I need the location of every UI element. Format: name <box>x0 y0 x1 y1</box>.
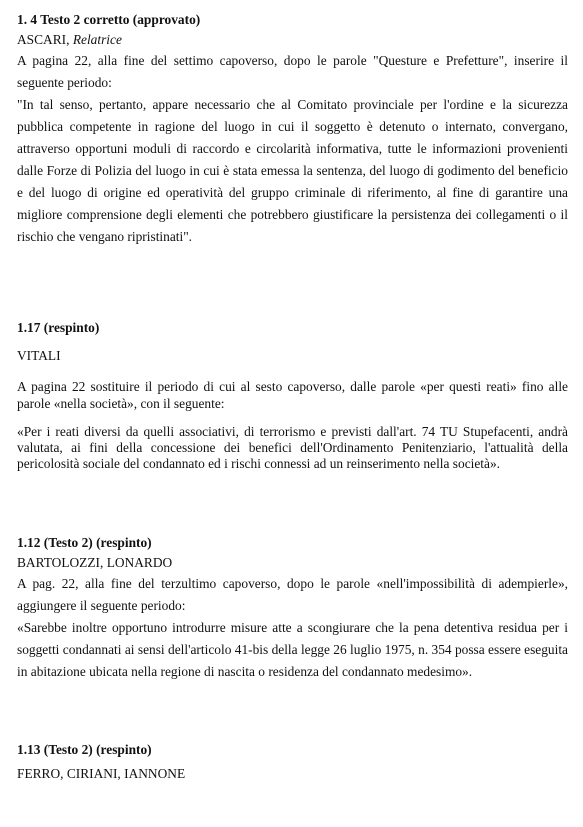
amendment-heading: 1. 4 Testo 2 corretto (approvato) <box>17 12 201 27</box>
amendment-instruction: A pagina 22, alla fine del settimo capoverso, dopo le parole "Questure e Prefetture", inserire il seguente periodo: <box>17 53 568 90</box>
amendment-heading: 1.13 (Testo 2) (respinto) <box>17 742 152 757</box>
amendment-1-12 <box>17 533 568 683</box>
author-name: ASCARI, <box>17 32 70 47</box>
amendment-1-17 <box>17 318 568 472</box>
amendment-author: VITALI <box>17 348 61 363</box>
amendment-author: BARTOLOZZI, LONARDO <box>17 555 173 570</box>
amendment-instruction: A pag. 22, alla fine del terzultimo capoverso, dopo le parole «nell'impossibilità di adempierle», aggiungere il seguente periodo: <box>17 576 568 613</box>
amendment-instruction: A pagina 22 sostituire il periodo di cui al sesto capoverso, dalle parole «per questi reati» fino alle parole «nella società», con il seguente: <box>17 379 568 411</box>
amendment-1-4 <box>17 10 568 248</box>
amendment-heading: 1.12 (Testo 2) (respinto) <box>17 535 152 550</box>
amendment-text: «Per i reati diversi da quelli associativi, di terrorismo e previsti dall'art. 74 TU Stupefacenti, andrà valutata, ai fini della concessione dei benefici dell'Ordinamento Penitenziario, l'attualità della pericolosità sociale del condannato ed i rischi connessi ad un reinserimento nella società». <box>17 424 568 471</box>
amendment-text: «Sarebbe inoltre opportuno introdurre misure atte a scongiurare che la pena detentiva residua per i soggetti condannati ai sensi dell'articolo 41-bis della legge 26 luglio 1975, n. 354 possa essere eseguita in abitazione ubicata nella regione di nascita o residenza del condannato medesimo». <box>17 620 568 679</box>
author-role: Relatrice <box>72 32 122 47</box>
amendment-author <box>17 30 568 50</box>
amendment-heading: 1.17 (respinto) <box>17 320 100 335</box>
amendment-1-13 <box>17 740 568 784</box>
amendment-author: FERRO, CIRIANI, IANNONE <box>17 766 186 781</box>
amendment-text: "In tal senso, pertanto, appare necessario che al Comitato provinciale per l'ordine e la sicurezza pubblica competente in ragione del luogo in cui il soggetto è detenuto o internato, convergano, attraverso opportuni moduli di raccordo e circolarità informativa, tutte le informazioni provenienti dalle Forze di Polizia del luogo in cui è stata emessa la sentenza, del luogo di godimento del beneficio e del luogo di origine ed operatività del gruppo criminale di riferimento, al fine di garantire una migliore comprensione degli elementi che potrebbero giustificare la persistenza dei collegamenti o il rischio che vengano ripristinati". <box>17 97 568 244</box>
